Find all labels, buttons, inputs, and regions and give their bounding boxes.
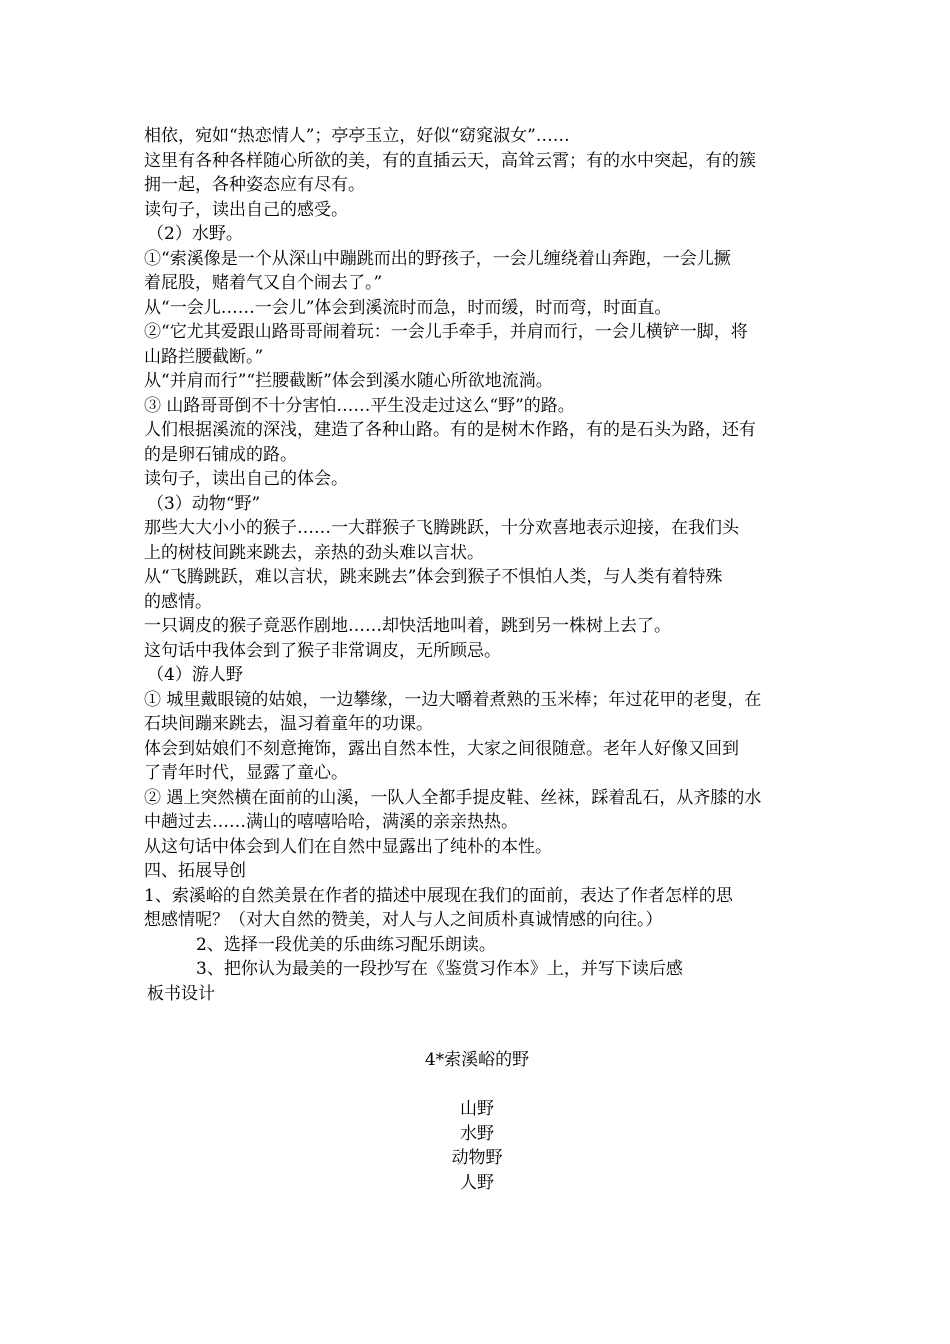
section-heading-tourists: （4）游人野: [147, 665, 243, 685]
text-line: 那些大大小小的猴子……一大群猴子飞腾跳跃，十分欢喜地表示迎接，在我们头: [144, 518, 739, 538]
text-line: 中趟过去……满山的嘻嘻哈哈，满溪的亲亲热热。: [144, 812, 518, 832]
text-line: 石块间蹦来跳去，温习着童年的功课。: [144, 714, 433, 734]
board-item: 动物野: [451, 1148, 503, 1168]
board-list: [144, 1097, 810, 1195]
text-line: 读句子，读出自己的体会。: [144, 469, 348, 489]
text-line: 相依，宛如“热恋情人”；亭亭玉立，好似“窈窕淑女”……: [144, 126, 570, 146]
text-line: 想感情呢？（对大自然的赞美，对人与人之间质朴真诚情感的向往。）: [144, 910, 663, 930]
text-line: 这里有各种各样随心所欲的美，有的直插云天，高耸云霄；有的水中突起，有的簇: [144, 150, 756, 171]
text-line: 的是卵石铺成的路。: [144, 444, 297, 465]
section-heading-water: （2）水野。: [147, 224, 243, 244]
text-line: ② 遇上突然横在面前的山溪，一队人全都手提皮鞋、丝袜，踩着乱石，从齐膝的水: [144, 787, 762, 808]
section-heading-board: 板书设计: [147, 983, 215, 1004]
text-line: 拥一起，各种姿态应有尽有。: [144, 175, 365, 195]
section-heading-extension: 四、拓展导创: [144, 861, 246, 881]
text-line: 山路拦腰截断。”: [144, 346, 264, 367]
text-line: 从“一会儿……一会儿”体会到溪流时而急，时而缓，时而弯，时面直。: [144, 297, 672, 318]
text-line: 一只调皮的猴子竟恶作剧地……却快活地叫着，跳到另一株树上去了。: [144, 616, 671, 636]
text-line: 从“并肩而行”“拦腰截断”体会到溪水随心所欲地流淌。: [144, 371, 553, 391]
board-title: 4*索溪峪的野: [424, 1050, 530, 1070]
text-line: ① 城里戴眼镜的姑娘，一边攀缘，一边大嚼着煮熟的玉米棒；年过花甲的老叟，在: [144, 689, 762, 710]
text-line: 读句子，读出自己的感受。: [144, 199, 348, 220]
text-line: 3、把你认为最美的一段抄写在《鉴赏习作本》上，并写下读后感: [196, 959, 683, 979]
board-item: 水野: [460, 1123, 494, 1144]
text-line: 着屁股，赌着气又自个闹去了。”: [144, 273, 383, 293]
board-item: 山野: [460, 1099, 494, 1119]
text-line: ③ 山路哥哥倒不十分害怕……平生没走过这么“野”的路。: [144, 395, 575, 416]
text-line: 了青年时代，显露了童心。: [144, 763, 348, 783]
text-line: 从“飞腾跳跃，难以言状，跳来跳去”体会到猴子不惧怕人类，与人类有着特殊: [144, 567, 723, 587]
text-line: 上的树枝间跳来跳去，亲热的劲头难以言状。: [144, 542, 484, 563]
document-body: [144, 124, 810, 1006]
text-line: 2、选择一段优美的乐曲练习配乐朗读。: [196, 934, 496, 955]
text-line: ①“索溪像是一个从深山中蹦跳而出的野孩子，一会儿缠绕着山奔跑，一会儿撅: [144, 248, 731, 269]
text-line: 人们根据溪流的深浅，建造了各种山路。有的是树木作路，有的是石头为路，还有: [144, 420, 756, 440]
text-line: 1、索溪峪的自然美景在作者的描述中展现在我们的面前，表达了作者怎样的思: [144, 885, 733, 906]
board-item: 人野: [460, 1172, 494, 1193]
text-line: 从这句话中体会到人们在自然中显露出了纯朴的本性。: [144, 836, 552, 857]
text-line: 这句话中我体会到了猴子非常调皮，无所顾忌。: [144, 640, 501, 661]
text-line: 体会到姑娘们不刻意掩饰，露出自然本性，大家之间很随意。老年人好像又回到: [144, 738, 739, 759]
text-line: ②“它尤其爱跟山路哥哥闹着玩：一会儿手牵手，并肩而行，一会儿横铲一脚，将: [144, 322, 748, 342]
section-heading-animals: （3）动物“野”: [147, 493, 261, 514]
text-line: 的感情。: [144, 591, 212, 612]
